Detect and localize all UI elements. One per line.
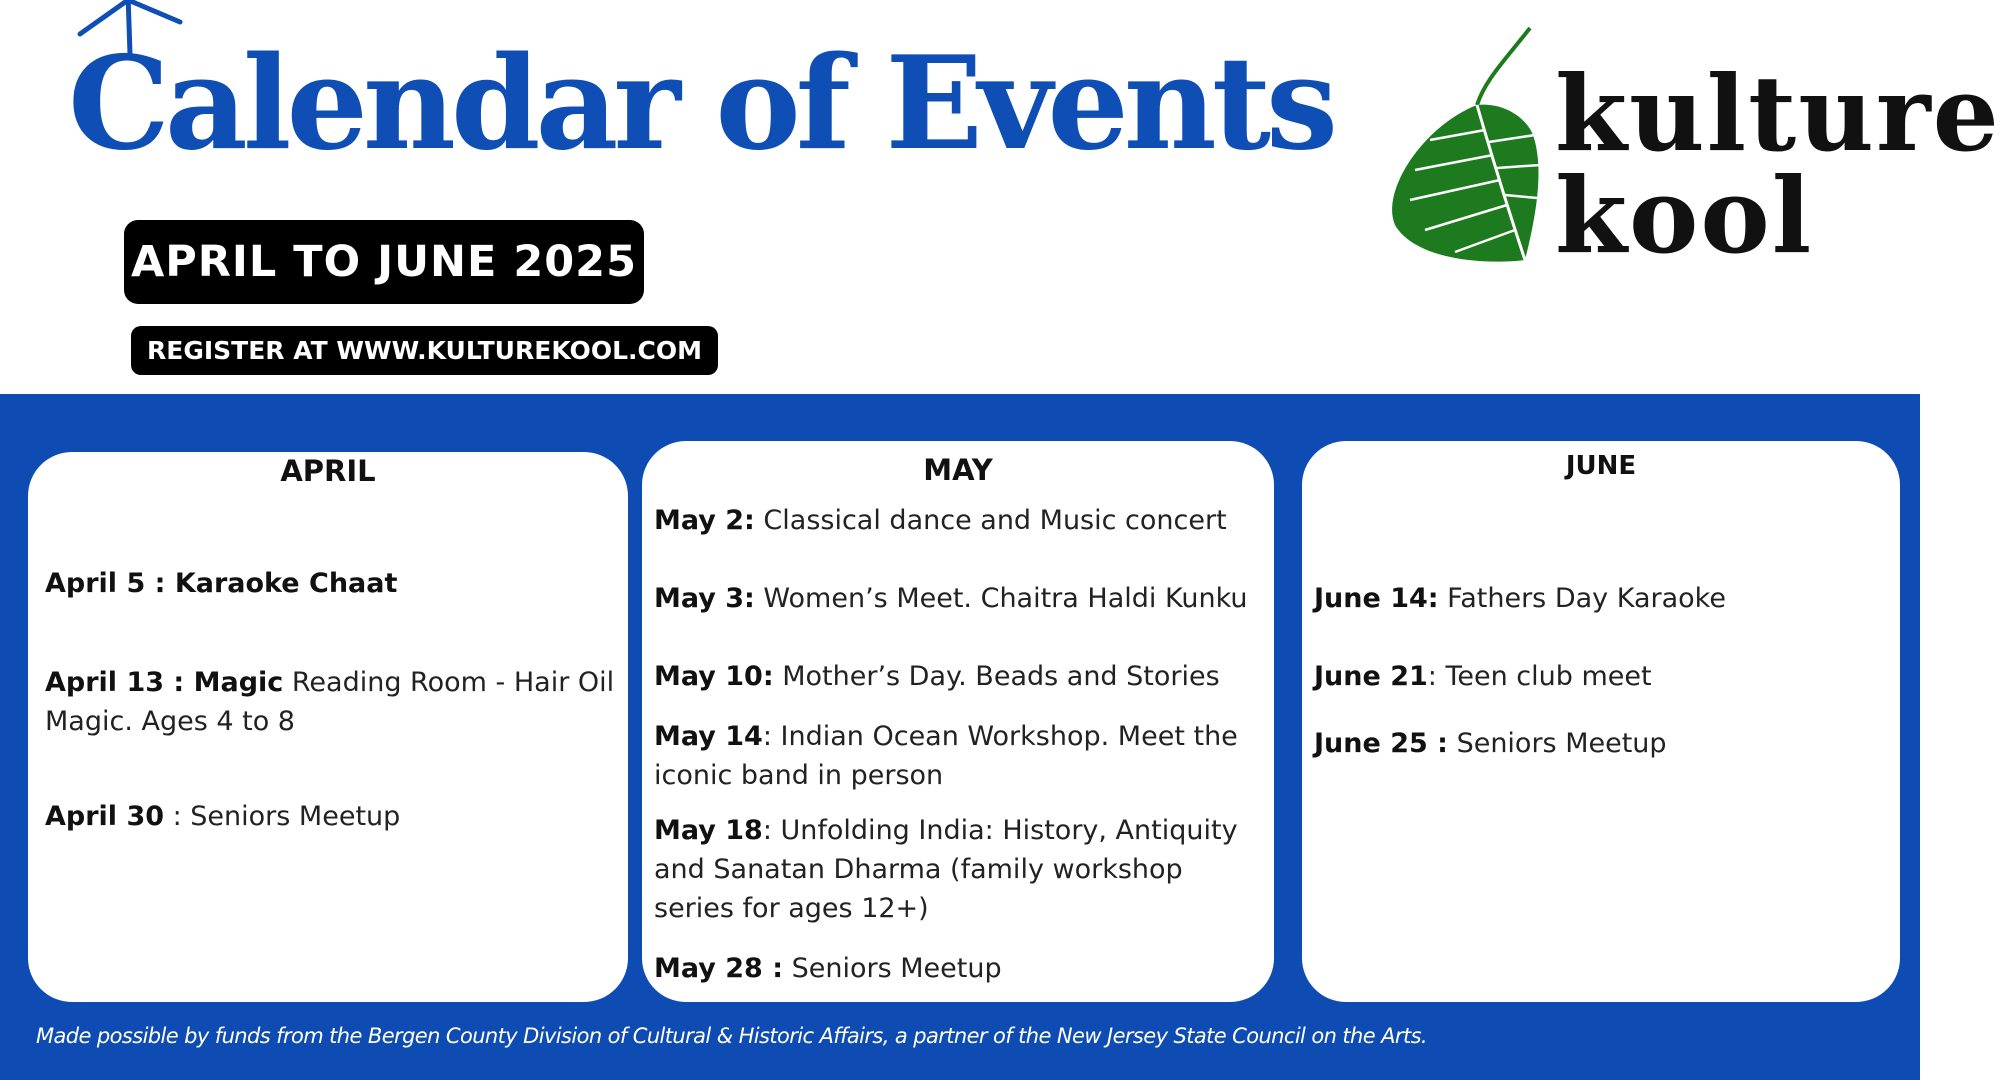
month-heading-april: APRIL [280, 454, 376, 488]
event-text: Seniors Meetup [1447, 728, 1667, 759]
event-april-13 [45, 663, 615, 741]
event-april-30 [45, 797, 615, 836]
event-june-21 [1314, 657, 1890, 696]
month-heading-june: JUNE [1565, 451, 1637, 481]
event-text: : Seniors Meetup [164, 801, 401, 832]
peepal-leaf-icon [1385, 20, 1565, 270]
event-text: : Indian Ocean Workshop. Meet the iconic band in person [654, 721, 1238, 791]
event-may-18 [654, 811, 1266, 928]
month-heading-may: MAY [923, 453, 993, 487]
event-text: Fathers Day Karaoke [1438, 583, 1726, 614]
event-text: Classical dance and Music concert [754, 505, 1227, 536]
logo-text-kulture: kulture [1555, 52, 2001, 175]
event-june-14 [1314, 579, 1890, 618]
event-may-10 [654, 657, 1266, 696]
event-date: May 28 : [654, 953, 784, 984]
page-title: Calendar of Events [68, 29, 1333, 179]
register-link[interactable]: REGISTER AT WWW.KULTUREKOOL.COM [131, 326, 718, 375]
event-date: May 18 [654, 815, 763, 846]
event-text: Reading Room - Hair Oil Magic. Ages 4 to 8 [45, 667, 615, 737]
may-card [642, 441, 1274, 1002]
event-date: May 3: [654, 583, 755, 614]
header-area [0, 0, 2001, 394]
event-date: May 2: [654, 505, 755, 536]
event-date: April 13 : Magic [45, 667, 284, 698]
event-text: : Teen club meet [1427, 661, 1652, 692]
logo-text-kool: kool [1555, 154, 1814, 277]
event-date: June 25 : [1314, 728, 1448, 759]
event-date: April 5 : Karaoke Chaat [45, 568, 398, 599]
event-date: April 30 [45, 801, 165, 832]
april-card [28, 452, 628, 1002]
event-may-28 [654, 949, 1266, 988]
event-text: : Unfolding India: History, Antiquity and Sanatan Dharma (family workshop series for ages 12+) [654, 815, 1238, 924]
event-june-25 [1314, 724, 1890, 763]
event-text: Mother’s Day. Beads and Stories [773, 661, 1220, 692]
event-text: Women’s Meet. Chaitra Haldi Kunku [754, 583, 1248, 614]
event-april-5 [45, 564, 615, 603]
event-date: June 14: [1314, 583, 1439, 614]
event-may-3 [654, 579, 1266, 618]
event-date: May 10: [654, 661, 774, 692]
funding-footer: Made possible by funds from the Bergen County Division of Cultural & Historic Affairs, a partner of the New Jersey State Council on the Arts. [36, 1024, 1427, 1048]
event-date: May 14 [654, 721, 763, 752]
june-card [1302, 441, 1900, 1002]
date-range-badge: APRIL TO JUNE 2025 [124, 220, 644, 304]
event-text: Seniors Meetup [783, 953, 1002, 984]
kulture-kool-logo [1385, 20, 2001, 277]
event-may-14 [654, 717, 1266, 795]
event-date: June 21 [1314, 661, 1428, 692]
event-may-2 [654, 501, 1266, 540]
